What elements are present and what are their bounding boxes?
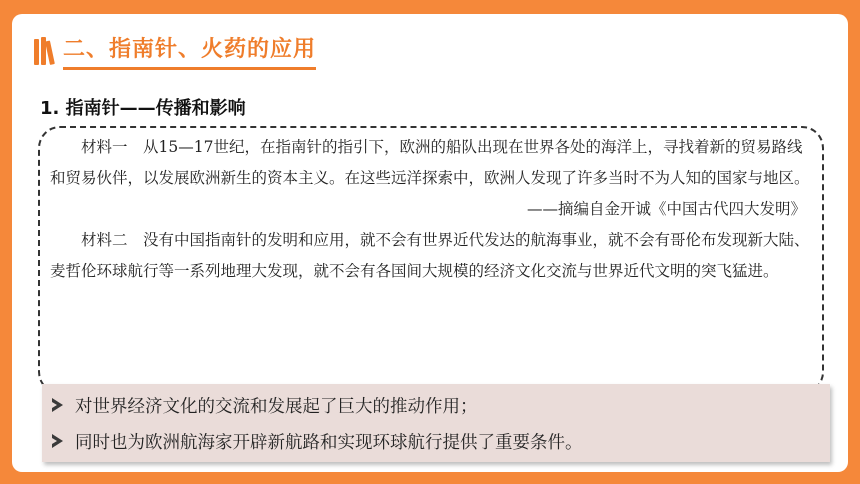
subheading: 1. 指南针——传播和影响	[40, 98, 246, 119]
section-header	[34, 32, 316, 70]
arrow-bullet-icon	[52, 434, 63, 448]
summary-box	[42, 384, 830, 462]
section-title: 二、指南针、火药的应用	[63, 32, 316, 70]
slide-card	[12, 14, 848, 472]
books-icon	[34, 37, 55, 65]
material-paragraph-2: 材料二 没有中国指南针的发明和应用，就不会有世界近代发达的航海事业，就不会有哥伦布发现新大陆、麦哲伦环球航行等一系列地理大发现，就不会有各国间大规模的经济文化交流与世界近代文明的突飞猛进。	[50, 231, 810, 280]
arrow-bullet-icon	[52, 398, 63, 412]
material-box	[38, 126, 824, 394]
material-source: ——摘编自金开诚《中国古代四大发明》	[526, 200, 806, 218]
summary-item	[42, 423, 830, 459]
material-paragraph-1: 材料一 从15—17世纪，在指南针的指引下，欧洲的船队出现在世界各处的海洋上，寻找着新的贸易路线和贸易伙伴，以发展欧洲新生的资本主义。在这些远洋探索中，欧洲人发现了许多当时不为人知的国家与地区。	[50, 138, 810, 187]
summary-text: 对世界经济文化的交流和发展起了巨大的推动作用；	[75, 396, 478, 417]
summary-item	[42, 387, 830, 423]
summary-text: 同时也为欧洲航海家开辟新航路和实现环球航行提供了重要条件。	[75, 432, 583, 453]
